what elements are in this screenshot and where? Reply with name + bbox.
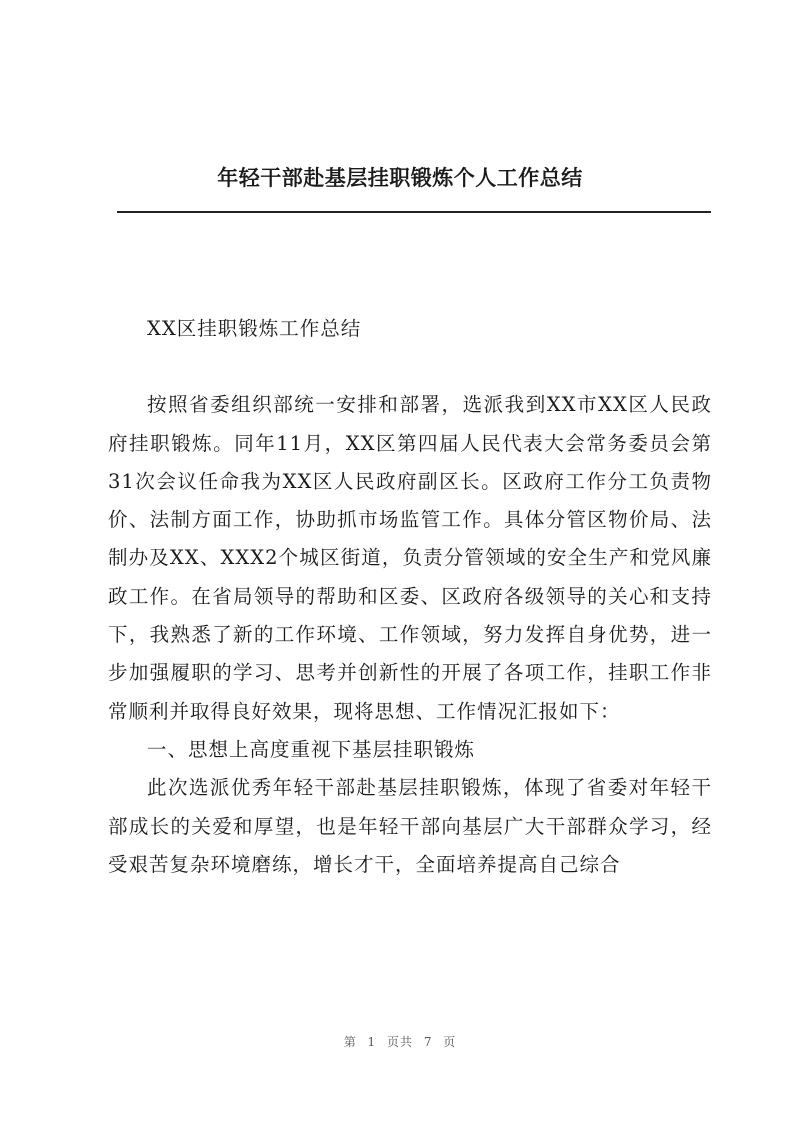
section-heading-1: 一、思想上高度重视下基层挂职锻炼: [147, 737, 476, 761]
document-title: 年轻干部赴基层挂职锻炼个人工作总结: [217, 165, 583, 190]
page-number: 第 1 页共 7 页: [343, 1035, 457, 1049]
document-subtitle: XX区挂职锻炼工作总结: [147, 317, 362, 340]
document-body: [108, 310, 712, 884]
body-paragraph-1: 按照省委组织部统一安排和部署，选派我到XX市XX区人民政府挂职锻炼。同年11月，XX区第四届人民代表大会常务委员会第31次会议任命我为XX区人民政府副区长。区政府工作分工负责物价、法制方面工作，协助抓市场监管工作。具体分管区物价局、法制办及XX、XXX2个城区街道，负责分管领域的安全生产和党风廉政工作。在省局领导的帮助和区委、区政府各级领导的关心和支持下，我熟悉了新的工作环境、工作领域，努力发挥自身优势，进一步加强履职的学习、思考并创新性的开展了各项工作，挂职工作非常顺利并取得良好效果，现将思想、工作情况汇报如下：: [108, 393, 712, 723]
body-paragraph-2: 此次选派优秀年轻干部赴基层挂职锻炼，体现了省委对年轻干部成长的关爱和厚望，也是年轻干部向基层广大干部群众学习，经受艰苦复杂环境磨练，增长才干，全面培养提高自己综合: [108, 776, 712, 876]
title-divider: [117, 211, 711, 213]
